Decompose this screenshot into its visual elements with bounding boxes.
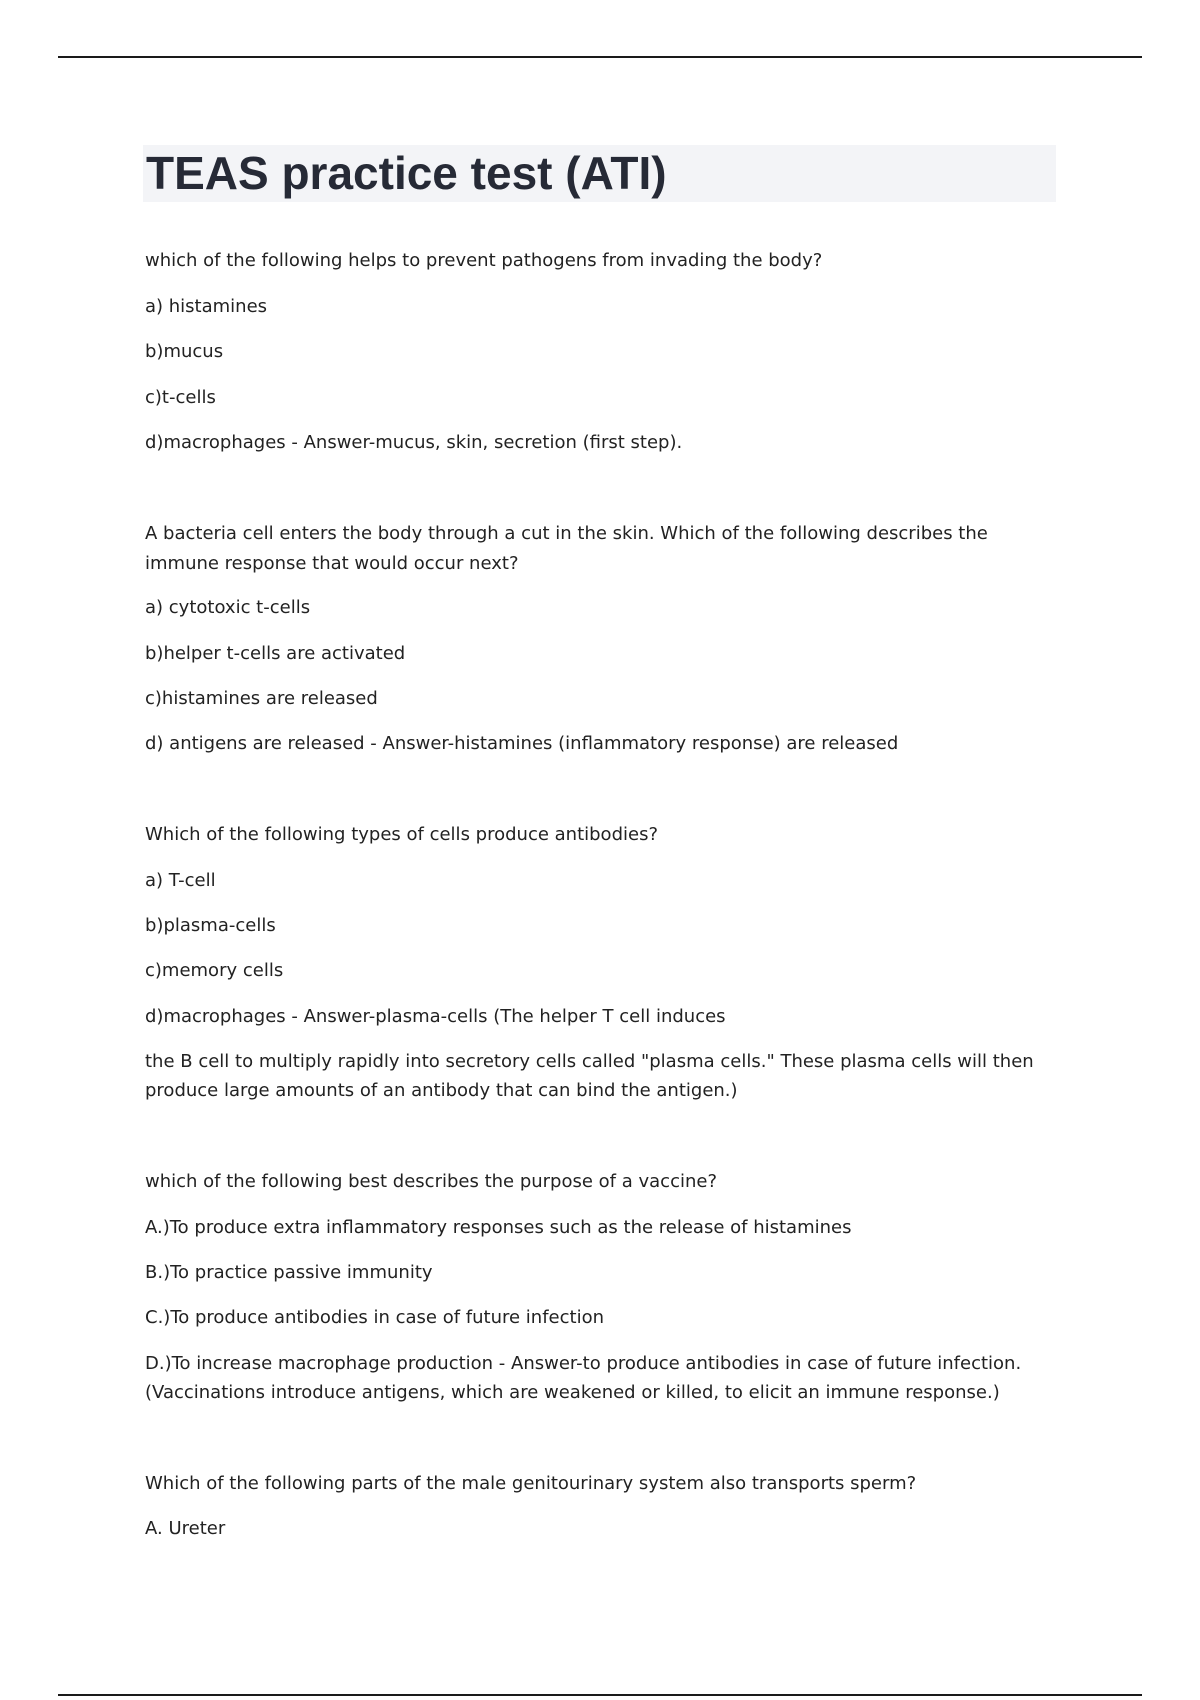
question-3-option-a: a) T-cell bbox=[145, 870, 216, 891]
question-2-option-b: b)helper t-cells are activated bbox=[145, 643, 406, 664]
question-4-explanation: (Vaccinations introduce antigens, which are weakened or killed, to elicit an immune response.) bbox=[145, 1382, 1000, 1403]
top-rule bbox=[58, 56, 1142, 58]
question-4-prompt: which of the following best describes the purpose of a vaccine? bbox=[145, 1171, 718, 1192]
question-3-option-c: c)memory cells bbox=[145, 960, 284, 981]
question-5-prompt: Which of the following parts of the male genitourinary system also transports sperm? bbox=[145, 1473, 917, 1494]
question-3-explanation-line-2: produce large amounts of an antibody that can bind the antigen.) bbox=[145, 1080, 738, 1101]
question-1-prompt: which of the following helps to prevent pathogens from invading the body? bbox=[145, 250, 823, 271]
question-5-option-a: A. Ureter bbox=[145, 1518, 226, 1539]
question-3-option-d-answer: d)macrophages - Answer-plasma-cells (The helper T cell induces bbox=[145, 1006, 726, 1027]
question-4-option-c: C.)To produce antibodies in case of future infection bbox=[145, 1307, 604, 1328]
question-1-option-d-answer: d)macrophages - Answer-mucus, skin, secretion (first step). bbox=[145, 432, 683, 453]
question-4-option-d-answer: D.)To increase macrophage production - Answer-to produce antibodies in case of future infection. bbox=[145, 1353, 1022, 1374]
question-2-option-c: c)histamines are released bbox=[145, 688, 378, 709]
question-2-option-a: a) cytotoxic t-cells bbox=[145, 597, 311, 618]
question-1-option-b: b)mucus bbox=[145, 341, 224, 362]
question-2-prompt-line-1: A bacteria cell enters the body through a cut in the skin. Which of the following describes the bbox=[145, 523, 988, 544]
question-4-option-b: B.)To practice passive immunity bbox=[145, 1262, 433, 1283]
question-3-explanation-line-1: the B cell to multiply rapidly into secretory cells called "plasma cells." These plasma cells will then bbox=[145, 1051, 1034, 1072]
question-1-option-c: c)t-cells bbox=[145, 387, 216, 408]
question-1-option-a: a) histamines bbox=[145, 296, 268, 317]
question-2-prompt-line-2: immune response that would occur next? bbox=[145, 553, 519, 574]
question-2-option-d-answer: d) antigens are released - Answer-histamines (inflammatory response) are released bbox=[145, 733, 899, 754]
question-4-option-a: A.)To produce extra inflammatory responses such as the release of histamines bbox=[145, 1217, 852, 1238]
bottom-rule bbox=[58, 1694, 1142, 1696]
question-3-prompt: Which of the following types of cells produce antibodies? bbox=[145, 824, 658, 845]
document-title: TEAS practice test (ATI) bbox=[146, 147, 667, 199]
question-3-option-b: b)plasma-cells bbox=[145, 915, 276, 936]
